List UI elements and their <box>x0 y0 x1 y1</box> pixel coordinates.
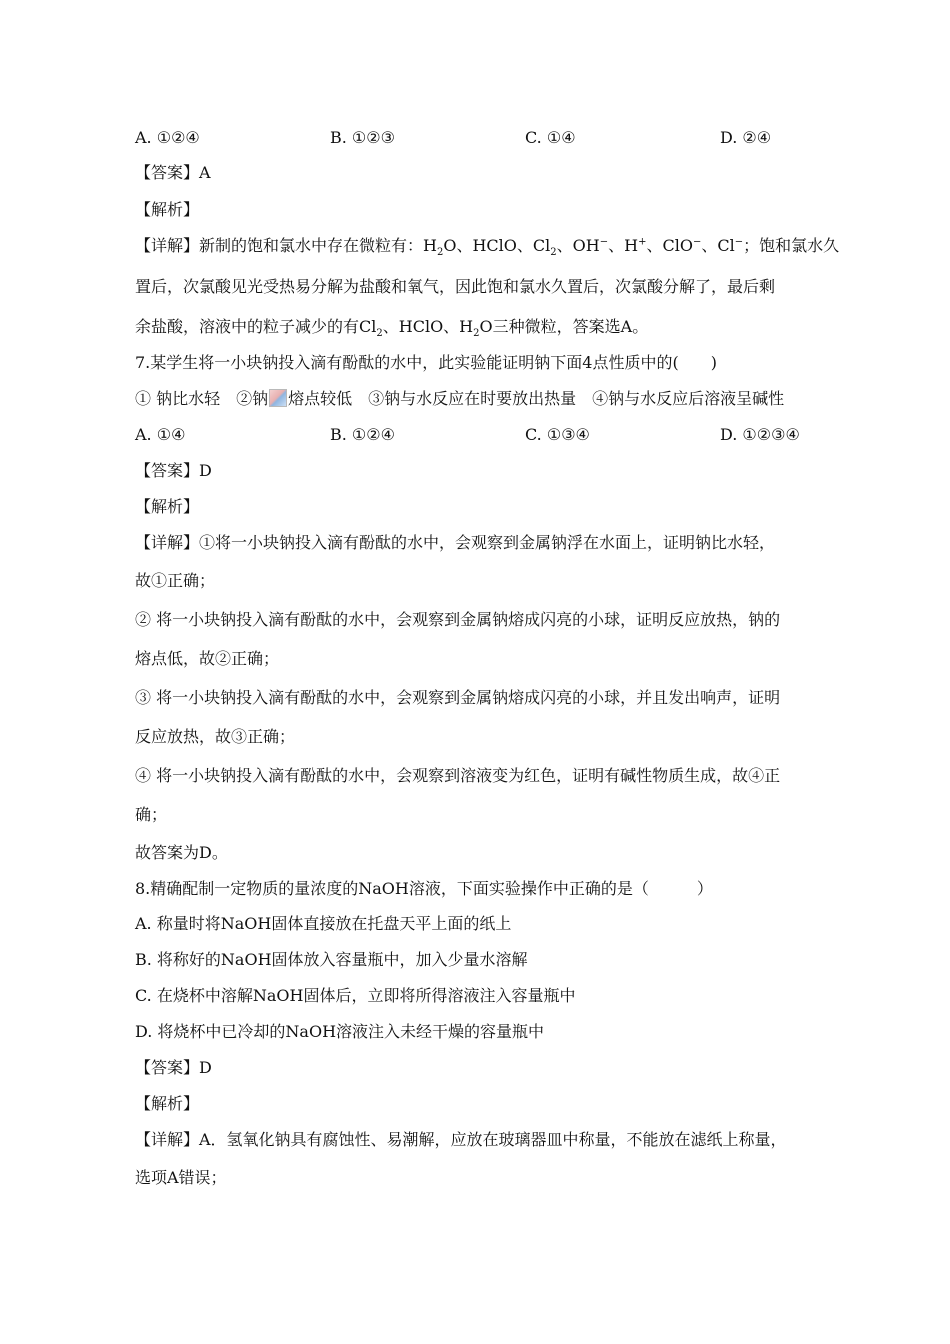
q6-option-d: D. ②④ <box>720 128 772 147</box>
q7-conclusion: 故答案为D。 <box>135 843 228 862</box>
q6-analysis-heading: 【解析】 <box>135 200 200 219</box>
chem-text: 、HClO、H <box>382 317 474 336</box>
chem-sup: − <box>734 236 744 248</box>
q7-props-text: ① 钠比水轻 ②钠 <box>135 389 269 408</box>
q7-detail-4: 熔点低，故②正确； <box>135 649 280 668</box>
chem-text: 、H <box>608 236 639 255</box>
chem-sup: − <box>599 236 609 248</box>
q7-analysis-heading: 【解析】 <box>135 497 200 516</box>
q8-option-b: B. 将称好的NaOH固体放入容量瓶中，加入少量水溶解 <box>135 950 528 969</box>
q6-option-a: A. ①②④ <box>135 128 200 147</box>
q8-analysis-heading: 【解析】 <box>135 1094 200 1113</box>
q8-answer: 【答案】D <box>135 1058 212 1077</box>
q7-detail-7: ④ 将一小块钠投入滴有酚酞的水中，会观察到溶液变为红色，证明有碱性物质生成，故④正 <box>135 766 781 785</box>
chem-text: ；饱和氯水久 <box>743 236 840 255</box>
q7-stem: 7.某学生将一小块钠投入滴有酚酞的水中，此实验能证明钠下面4点性质中的( ) <box>135 353 717 372</box>
broken-image-icon <box>269 389 287 407</box>
q7-props-text: 熔点较低 ③钠与水反应在时要放出热量 ④钠与水反应后溶液呈碱性 <box>288 389 785 408</box>
q7-answer: 【答案】D <box>135 461 212 480</box>
chem-text: 、ClO <box>646 236 693 255</box>
q7-detail-5: ③ 将一小块钠投入滴有酚酞的水中，会观察到金属钠熔成闪亮的小球，并且发出响声，证明 <box>135 688 781 707</box>
q8-option-c: C. 在烧杯中溶解NaOH固体后，立即将所得溶液注入容量瓶中 <box>135 986 576 1005</box>
q6-detail-prefix: 【详解】新制的饱和氯水中存在微粒有： <box>135 236 424 255</box>
q7-detail-8: 确； <box>135 805 168 824</box>
chem-sup: + <box>638 236 647 248</box>
chem-text: 余盐酸，溶液中的粒子减少的有Cl <box>135 317 377 336</box>
q8-detail-1: 【详解】A．氢氧化钠具有腐蚀性、易潮解，应放在玻璃器皿中称量，不能放在滤纸上称量， <box>135 1130 787 1149</box>
q7-option-b: B. ①②④ <box>330 425 395 444</box>
chem-sub: 2 <box>376 328 383 340</box>
q8-option-a: A. 称量时将NaOH固体直接放在托盘天平上面的纸上 <box>135 914 512 933</box>
q7-properties <box>135 389 784 409</box>
chem-text: O、HClO、Cl <box>443 236 551 255</box>
q6-answer: 【答案】A <box>135 163 211 182</box>
chem-sub: 2 <box>473 328 480 340</box>
q8-option-d: D. 将烧杯中已冷却的NaOH溶液注入未经干燥的容量瓶中 <box>135 1022 545 1041</box>
q6-option-c: C. ①④ <box>525 128 576 147</box>
q6-detail-line-1 <box>135 236 840 259</box>
chem-text: 、OH <box>556 236 600 255</box>
q7-detail-1: 【详解】①将一小块钠投入滴有酚酞的水中，会观察到金属钠浮在水面上，证明钠比水轻， <box>135 533 776 552</box>
q6-option-b: B. ①②③ <box>330 128 395 147</box>
q6-detail-line-2: 置后，次氯酸见光受热易分解为盐酸和氧气，因此饱和氯水久置后，次氯酸分解了，最后剩 <box>135 277 776 296</box>
chem-text: O三种微粒，答案选A。 <box>479 317 649 336</box>
q7-detail-2: 故①正确； <box>135 571 216 590</box>
chem-sub: 2 <box>550 247 557 259</box>
q7-option-a: A. ①④ <box>135 425 186 444</box>
chem-sub: 2 <box>436 247 444 259</box>
q7-detail-3: ② 将一小块钠投入滴有酚酞的水中，会观察到金属钠熔成闪亮的小球，证明反应放热，钠的 <box>135 610 781 629</box>
q7-option-d: D. ①②③④ <box>720 425 800 444</box>
q8-stem: 8.精确配制一定物质的量浓度的NaOH溶液，下面实验操作中正确的是（ ） <box>135 879 713 898</box>
q6-detail-line-3 <box>135 317 649 340</box>
chem-sup: − <box>692 236 702 248</box>
q7-option-c: C. ①③④ <box>525 425 590 444</box>
q8-detail-2: 选项A错误； <box>135 1168 227 1187</box>
chem-text: H <box>423 236 437 255</box>
chem-text: 、Cl <box>701 236 735 255</box>
q7-detail-6: 反应放热，故③正确； <box>135 727 296 746</box>
